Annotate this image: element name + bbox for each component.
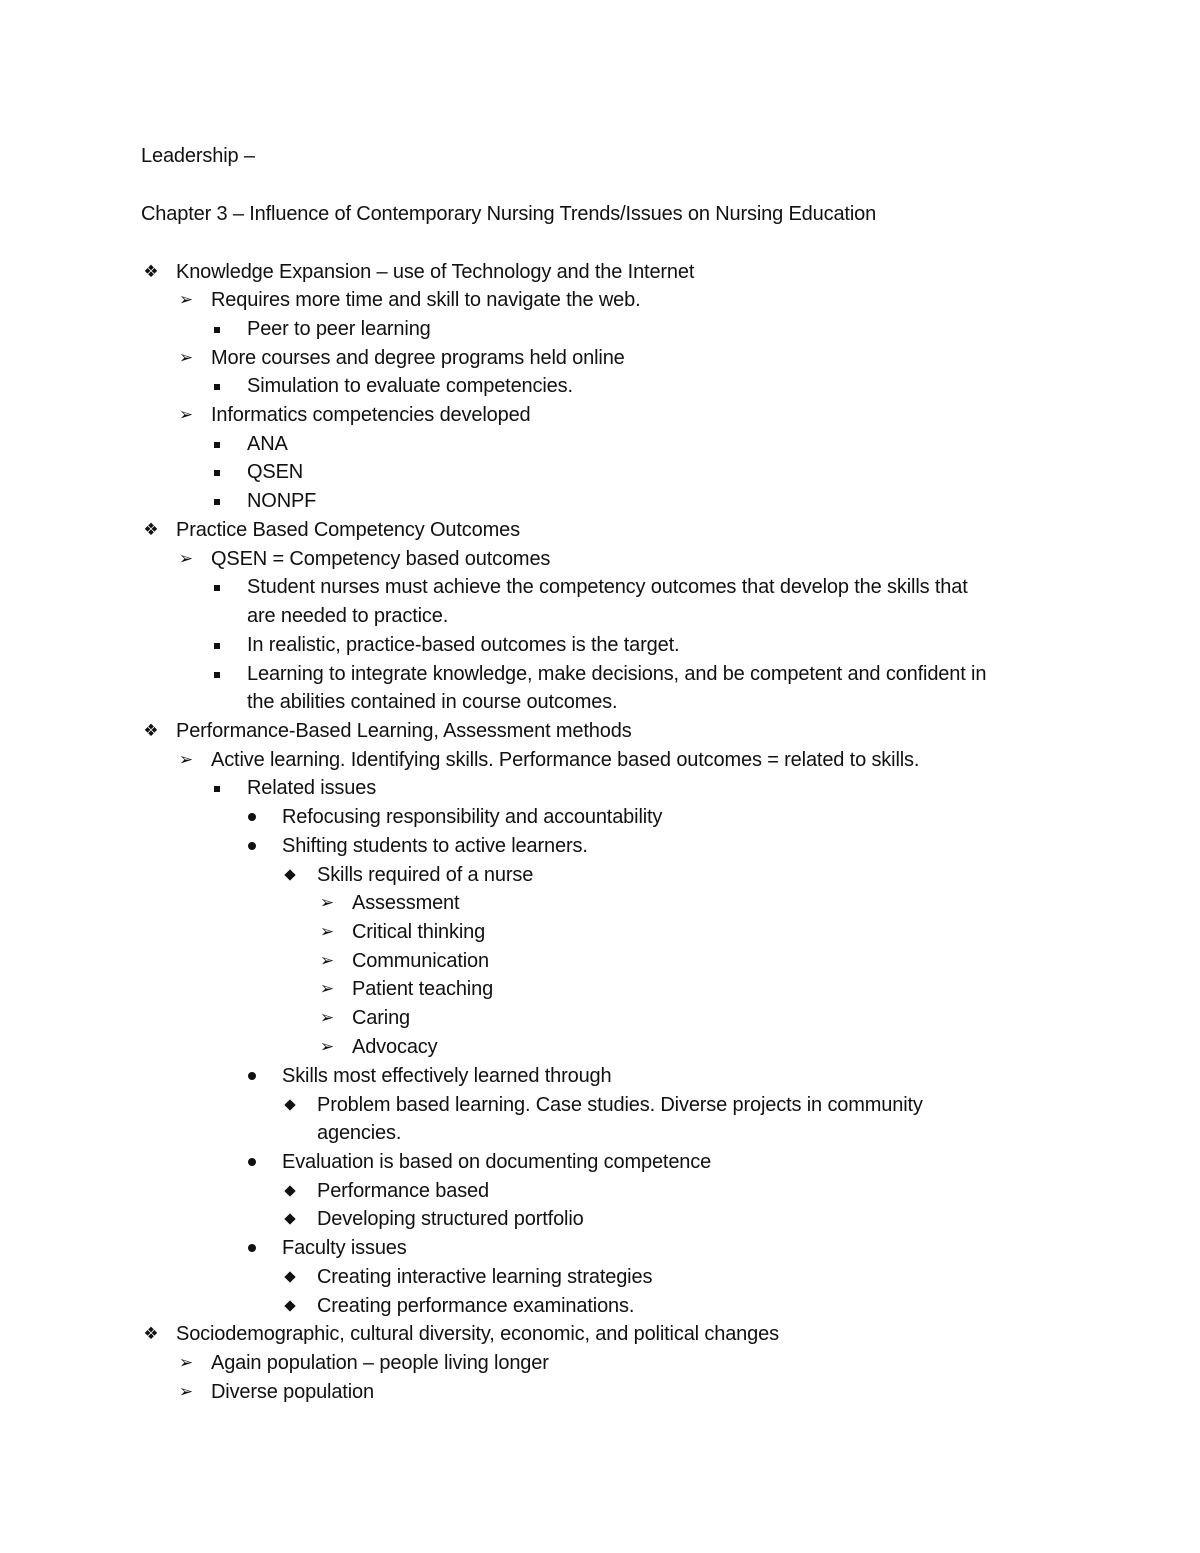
list-item: Again population – people living longer — [211, 1352, 549, 1374]
list-item: Developing structured portfolio — [317, 1208, 584, 1230]
list-item: Performance-Based Learning, Assessment methods — [176, 720, 632, 742]
round-bullet-icon — [248, 842, 256, 850]
list-item: Problem based learning. Case studies. Diverse projects in community — [317, 1094, 923, 1116]
list-item: Sociodemographic, cultural diversity, economic, and political changes — [176, 1323, 779, 1345]
square-bullet-icon — [214, 643, 220, 649]
list-item: Requires more time and skill to navigate the web. — [211, 289, 641, 311]
list-item: Informatics competencies developed — [211, 404, 531, 426]
diamond-bullet-icon — [284, 1271, 295, 1282]
list-item: Skills required of a nurse — [317, 864, 534, 886]
list-item: Communication — [352, 950, 489, 972]
four-diamond-bullet-icon: ❖ — [143, 721, 159, 741]
arrowhead-bullet-icon: ➢ — [178, 549, 194, 569]
diamond-bullet-icon — [284, 869, 295, 880]
list-item-continuation: agencies. — [317, 1122, 402, 1144]
list-item: Evaluation is based on documenting competence — [282, 1151, 712, 1173]
list-item: Performance based — [317, 1180, 489, 1202]
round-bullet-icon — [248, 1158, 256, 1166]
list-item: Student nurses must achieve the competency outcomes that develop the skills that — [247, 576, 968, 598]
four-diamond-bullet-icon: ❖ — [143, 262, 159, 282]
square-bullet-icon — [214, 585, 220, 591]
list-item: NONPF — [247, 490, 317, 512]
round-bullet-icon — [248, 1072, 256, 1080]
arrowhead-bullet-icon: ➢ — [319, 1008, 335, 1028]
four-diamond-bullet-icon: ❖ — [143, 1324, 159, 1344]
arrowhead-bullet-icon: ➢ — [178, 405, 194, 425]
chapter-heading: Chapter 3 – Influence of Contemporary Nursing Trends/Issues on Nursing Education — [141, 203, 877, 225]
list-item: Assessment — [352, 892, 460, 914]
list-item: Creating performance examinations. — [317, 1295, 635, 1317]
list-item: Active learning. Identifying skills. Performance based outcomes = related to skills. — [211, 749, 920, 771]
list-item: Practice Based Competency Outcomes — [176, 519, 520, 541]
list-item: Knowledge Expansion – use of Technology and the Internet — [176, 261, 695, 283]
arrowhead-bullet-icon: ➢ — [319, 1037, 335, 1057]
list-item: Shifting students to active learners. — [282, 835, 588, 857]
arrowhead-bullet-icon: ➢ — [178, 1353, 194, 1373]
arrowhead-bullet-icon: ➢ — [178, 750, 194, 770]
list-item: More courses and degree programs held online — [211, 347, 625, 369]
list-item: Related issues — [247, 777, 377, 799]
list-item: Diverse population — [211, 1381, 374, 1403]
list-item: Skills most effectively learned through — [282, 1065, 612, 1087]
square-bullet-icon — [214, 327, 220, 333]
diamond-bullet-icon — [284, 1300, 295, 1311]
four-diamond-bullet-icon: ❖ — [143, 520, 159, 540]
arrowhead-bullet-icon: ➢ — [319, 922, 335, 942]
list-item: Creating interactive learning strategies — [317, 1266, 653, 1288]
list-item: In realistic, practice-based outcomes is the target. — [247, 634, 680, 656]
square-bullet-icon — [214, 672, 220, 678]
list-item-continuation: the abilities contained in course outcomes. — [247, 691, 618, 713]
round-bullet-icon — [248, 813, 256, 821]
diamond-bullet-icon — [284, 1185, 295, 1196]
arrowhead-bullet-icon: ➢ — [178, 1382, 194, 1402]
square-bullet-icon — [214, 442, 220, 448]
list-item: Faculty issues — [282, 1237, 407, 1259]
document-title: Leadership – — [141, 145, 255, 167]
list-item: QSEN — [247, 461, 304, 483]
arrowhead-bullet-icon: ➢ — [178, 290, 194, 310]
list-item: Patient teaching — [352, 978, 494, 1000]
list-item: Peer to peer learning — [247, 318, 431, 340]
square-bullet-icon — [214, 384, 220, 390]
list-item: ANA — [247, 433, 288, 455]
diamond-bullet-icon — [284, 1099, 295, 1110]
arrowhead-bullet-icon: ➢ — [319, 893, 335, 913]
list-item: Advocacy — [352, 1036, 438, 1058]
list-item: Simulation to evaluate competencies. — [247, 375, 573, 397]
list-item: Learning to integrate knowledge, make decisions, and be competent and confident in — [247, 663, 987, 685]
list-item: Caring — [352, 1007, 411, 1029]
arrowhead-bullet-icon: ➢ — [319, 979, 335, 999]
square-bullet-icon — [214, 786, 220, 792]
square-bullet-icon — [214, 470, 220, 476]
square-bullet-icon — [214, 499, 220, 505]
arrowhead-bullet-icon: ➢ — [319, 951, 335, 971]
list-item: Refocusing responsibility and accountability — [282, 806, 663, 828]
diamond-bullet-icon — [284, 1213, 295, 1224]
list-item-continuation: are needed to practice. — [247, 605, 449, 627]
list-item: Critical thinking — [352, 921, 486, 943]
round-bullet-icon — [248, 1244, 256, 1252]
arrowhead-bullet-icon: ➢ — [178, 348, 194, 368]
list-item: QSEN = Competency based outcomes — [211, 548, 551, 570]
